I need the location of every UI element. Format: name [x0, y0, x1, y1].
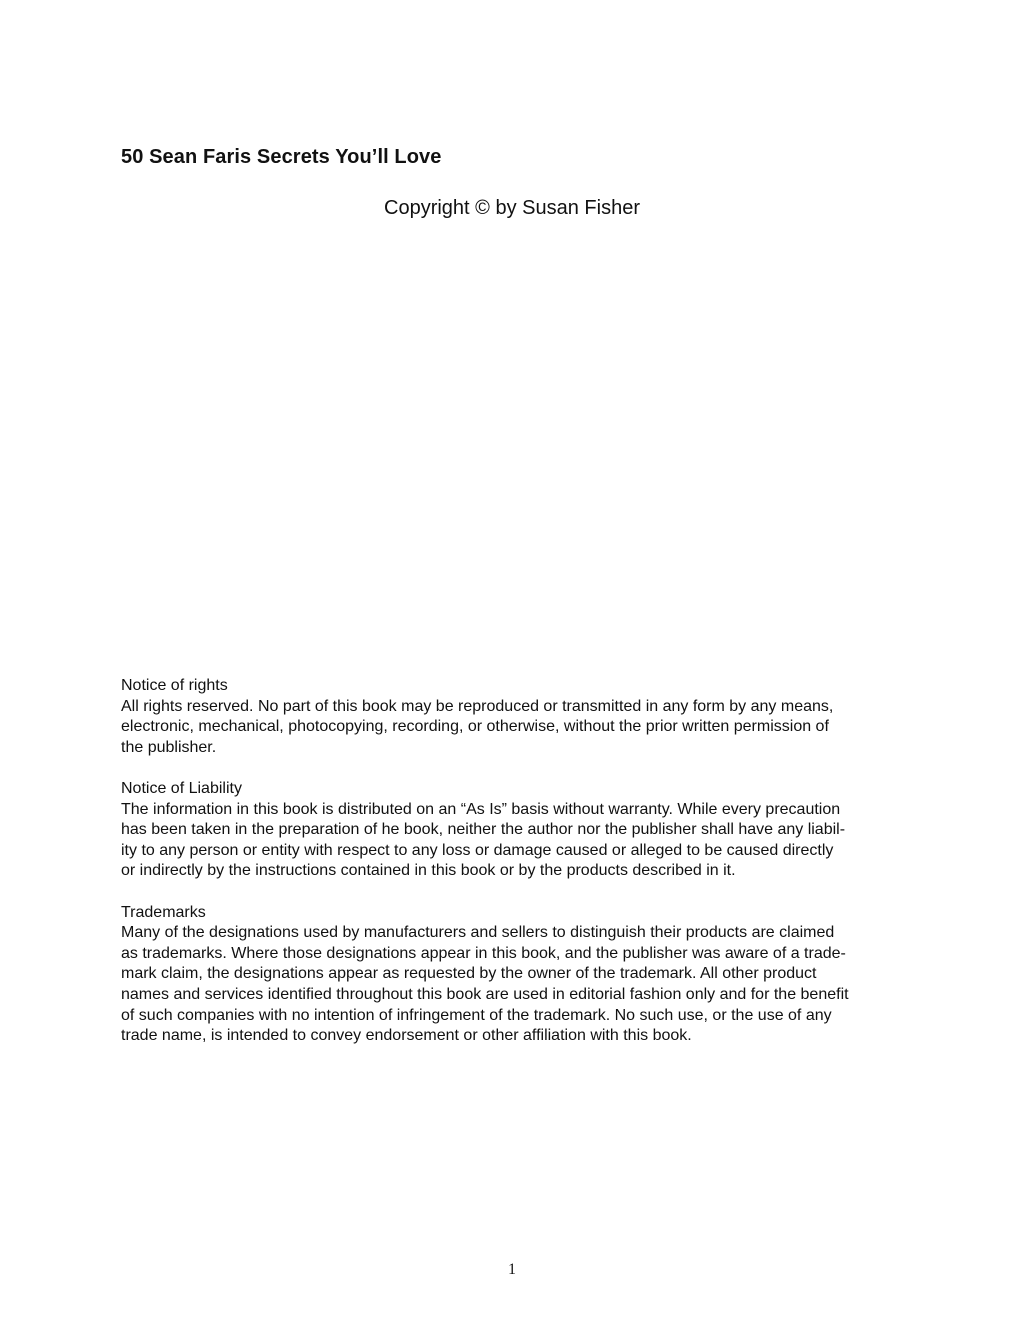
notice-heading: Trademarks	[121, 903, 206, 921]
notice-heading: Notice of rights	[121, 677, 228, 694]
notice-heading: Notice of Liability	[121, 779, 242, 797]
legal-notices	[121, 676, 911, 1067]
notice-line: the publisher.	[121, 738, 217, 756]
notice-line: electronic, mechanical, photocopying, recording, or otherwise, without the prior written permission of	[121, 718, 829, 736]
notice-line: ity to any person or entity with respect to any loss or damage caused or alleged to be caused directly	[121, 841, 834, 859]
notice-of-rights	[121, 676, 911, 758]
notice-line: Many of the designations used by manufacturers and sellers to distinguish their products are claimed	[121, 924, 835, 942]
notice-line: The information in this book is distributed on an “As Is” basis without warranty. While every precaution	[121, 800, 841, 818]
notice-line: as trademarks. Where those designations appear in this book, and the publisher was aware of a trade-	[121, 944, 846, 962]
notice-line: or indirectly by the instructions contained in this book or by the products described in it.	[121, 862, 736, 880]
notice-line: trade name, is intended to convey endorsement or other affiliation with this book.	[121, 1027, 692, 1045]
notice-line: of such companies with no intention of infringement of the trademark. No such use, or the use of any	[121, 1006, 832, 1024]
book-title: 50 Sean Faris Secrets You’ll Love	[121, 146, 442, 168]
notice-line: All rights reserved. No part of this book may be reproduced or transmitted in any form by any means,	[121, 697, 834, 715]
page-number: 1	[508, 1261, 516, 1278]
notice-line: names and services identified throughout this book are used in editorial fashion only and for the benefit	[121, 985, 849, 1003]
notice-line: has been taken in the preparation of he book, neither the author nor the publisher shall have any liabil-	[121, 821, 846, 839]
trademarks-notice	[121, 903, 911, 1047]
notice-of-liability	[121, 779, 911, 882]
copyright-line: Copyright © by Susan Fisher	[384, 197, 640, 219]
notice-line: mark claim, the designations appear as requested by the owner of the trademark. All other product	[121, 965, 817, 983]
